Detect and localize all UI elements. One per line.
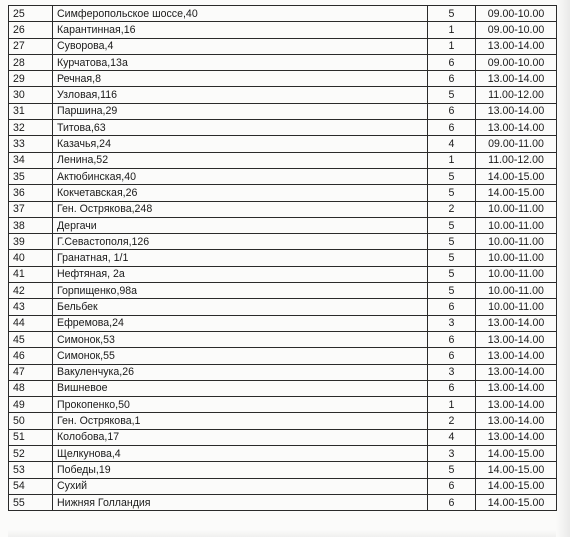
day-of-week-cell: 6: [428, 380, 476, 396]
time-interval-cell: 14.00-15.00: [476, 446, 557, 462]
street-address-cell: Симонок,53: [53, 331, 428, 347]
schedule-table: [8, 5, 557, 511]
street-address-cell: Речная,8: [53, 71, 428, 87]
day-of-week-cell: 1: [428, 22, 476, 38]
time-interval-cell: 11.00-12.00: [476, 87, 557, 103]
day-of-week-cell: 6: [428, 348, 476, 364]
table-row: [9, 22, 557, 38]
table-row: [9, 250, 557, 266]
row-number-cell: 49: [9, 397, 53, 413]
row-number-cell: 40: [9, 250, 53, 266]
day-of-week-cell: 5: [428, 168, 476, 184]
row-number-cell: 55: [9, 494, 53, 510]
street-address-cell: Нижняя Голландия: [53, 494, 428, 510]
table-row: [9, 120, 557, 136]
day-of-week-cell: 5: [428, 217, 476, 233]
street-address-cell: Ген. Острякова,1: [53, 413, 428, 429]
day-of-week-cell: 5: [428, 266, 476, 282]
row-number-cell: 53: [9, 462, 53, 478]
row-number-cell: 48: [9, 380, 53, 396]
table-row: [9, 185, 557, 201]
time-interval-cell: 13.00-14.00: [476, 120, 557, 136]
row-number-cell: 39: [9, 234, 53, 250]
day-of-week-cell: 4: [428, 429, 476, 445]
row-number-cell: 32: [9, 120, 53, 136]
time-interval-cell: 10.00-11.00: [476, 234, 557, 250]
table-row: [9, 38, 557, 54]
row-number-cell: 35: [9, 168, 53, 184]
table-row: [9, 71, 557, 87]
table-row: [9, 462, 557, 478]
time-interval-cell: 14.00-15.00: [476, 168, 557, 184]
day-of-week-cell: 3: [428, 446, 476, 462]
table-row: [9, 315, 557, 331]
table-row: [9, 103, 557, 119]
street-address-cell: Суворова,4: [53, 38, 428, 54]
row-number-cell: 41: [9, 266, 53, 282]
street-address-cell: Победы,19: [53, 462, 428, 478]
day-of-week-cell: 5: [428, 250, 476, 266]
row-number-cell: 38: [9, 217, 53, 233]
table-row: [9, 413, 557, 429]
street-address-cell: Бельбек: [53, 299, 428, 315]
time-interval-cell: 10.00-11.00: [476, 217, 557, 233]
time-interval-cell: 09.00-10.00: [476, 6, 557, 22]
day-of-week-cell: 5: [428, 462, 476, 478]
row-number-cell: 52: [9, 446, 53, 462]
street-address-cell: Ген. Острякова,248: [53, 201, 428, 217]
time-interval-cell: 13.00-14.00: [476, 331, 557, 347]
street-address-cell: Казачья,24: [53, 136, 428, 152]
street-address-cell: Прокопенко,50: [53, 397, 428, 413]
time-interval-cell: 13.00-14.00: [476, 429, 557, 445]
table-row: [9, 201, 557, 217]
street-address-cell: Титова,63: [53, 120, 428, 136]
street-address-cell: Кокчетавская,26: [53, 185, 428, 201]
page-bottom-edge: [8, 530, 556, 537]
street-address-cell: Вакуленчука,26: [53, 364, 428, 380]
row-number-cell: 33: [9, 136, 53, 152]
day-of-week-cell: 3: [428, 315, 476, 331]
time-interval-cell: 10.00-11.00: [476, 299, 557, 315]
day-of-week-cell: 5: [428, 6, 476, 22]
table-row: [9, 6, 557, 22]
day-of-week-cell: 6: [428, 478, 476, 494]
row-number-cell: 45: [9, 331, 53, 347]
street-address-cell: Симферопольское шоссе,40: [53, 6, 428, 22]
street-address-cell: Дергачи: [53, 217, 428, 233]
table-row: [9, 478, 557, 494]
time-interval-cell: 09.00-10.00: [476, 22, 557, 38]
row-number-cell: 51: [9, 429, 53, 445]
row-number-cell: 26: [9, 22, 53, 38]
street-address-cell: Карантинная,16: [53, 22, 428, 38]
day-of-week-cell: 4: [428, 136, 476, 152]
time-interval-cell: 09.00-10.00: [476, 54, 557, 70]
table-row: [9, 217, 557, 233]
time-interval-cell: 13.00-14.00: [476, 413, 557, 429]
time-interval-cell: 14.00-15.00: [476, 494, 557, 510]
row-number-cell: 46: [9, 348, 53, 364]
street-address-cell: Гранатная, 1/1: [53, 250, 428, 266]
time-interval-cell: 13.00-14.00: [476, 348, 557, 364]
time-interval-cell: 13.00-14.00: [476, 397, 557, 413]
day-of-week-cell: 6: [428, 299, 476, 315]
row-number-cell: 36: [9, 185, 53, 201]
time-interval-cell: 13.00-14.00: [476, 71, 557, 87]
day-of-week-cell: 5: [428, 234, 476, 250]
day-of-week-cell: 5: [428, 283, 476, 299]
day-of-week-cell: 5: [428, 185, 476, 201]
time-interval-cell: 11.00-12.00: [476, 152, 557, 168]
table-row: [9, 283, 557, 299]
time-interval-cell: 10.00-11.00: [476, 201, 557, 217]
time-interval-cell: 13.00-14.00: [476, 315, 557, 331]
street-address-cell: Горпищенко,98а: [53, 283, 428, 299]
row-number-cell: 44: [9, 315, 53, 331]
time-interval-cell: 10.00-11.00: [476, 266, 557, 282]
table-row: [9, 299, 557, 315]
time-interval-cell: 14.00-15.00: [476, 478, 557, 494]
row-number-cell: 34: [9, 152, 53, 168]
street-address-cell: Курчатова,13а: [53, 54, 428, 70]
time-interval-cell: 13.00-14.00: [476, 103, 557, 119]
street-address-cell: Узловая,116: [53, 87, 428, 103]
row-number-cell: 54: [9, 478, 53, 494]
street-address-cell: Симонок,55: [53, 348, 428, 364]
time-interval-cell: 09.00-11.00: [476, 136, 557, 152]
street-address-cell: Ефремова,24: [53, 315, 428, 331]
table-row: [9, 429, 557, 445]
street-address-cell: Колобова,17: [53, 429, 428, 445]
table-row: [9, 152, 557, 168]
street-address-cell: Вишневое: [53, 380, 428, 396]
row-number-cell: 42: [9, 283, 53, 299]
day-of-week-cell: 6: [428, 331, 476, 347]
day-of-week-cell: 1: [428, 38, 476, 54]
row-number-cell: 25: [9, 6, 53, 22]
day-of-week-cell: 2: [428, 201, 476, 217]
time-interval-cell: 13.00-14.00: [476, 38, 557, 54]
row-number-cell: 37: [9, 201, 53, 217]
table-row: [9, 348, 557, 364]
table-row: [9, 446, 557, 462]
street-address-cell: Актюбинская,40: [53, 168, 428, 184]
time-interval-cell: 13.00-14.00: [476, 364, 557, 380]
day-of-week-cell: 6: [428, 103, 476, 119]
day-of-week-cell: 1: [428, 152, 476, 168]
row-number-cell: 43: [9, 299, 53, 315]
day-of-week-cell: 6: [428, 120, 476, 136]
street-address-cell: Щелкунова,4: [53, 446, 428, 462]
table-row: [9, 494, 557, 510]
row-number-cell: 29: [9, 71, 53, 87]
table-row: [9, 54, 557, 70]
scan-edge-shadow: [556, 0, 570, 537]
table-row: [9, 266, 557, 282]
day-of-week-cell: 6: [428, 494, 476, 510]
day-of-week-cell: 5: [428, 87, 476, 103]
time-interval-cell: 13.00-14.00: [476, 380, 557, 396]
table-row: [9, 234, 557, 250]
schedule-table-body: [9, 6, 557, 511]
time-interval-cell: 10.00-11.00: [476, 250, 557, 266]
row-number-cell: 47: [9, 364, 53, 380]
time-interval-cell: 14.00-15.00: [476, 462, 557, 478]
table-row: [9, 364, 557, 380]
time-interval-cell: 10.00-11.00: [476, 283, 557, 299]
row-number-cell: 28: [9, 54, 53, 70]
street-address-cell: Паршина,29: [53, 103, 428, 119]
day-of-week-cell: 6: [428, 71, 476, 87]
day-of-week-cell: 1: [428, 397, 476, 413]
row-number-cell: 50: [9, 413, 53, 429]
street-address-cell: Ленина,52: [53, 152, 428, 168]
street-address-cell: Г.Севастополя,126: [53, 234, 428, 250]
table-row: [9, 380, 557, 396]
row-number-cell: 30: [9, 87, 53, 103]
row-number-cell: 27: [9, 38, 53, 54]
street-address-cell: Нефтяная, 2а: [53, 266, 428, 282]
row-number-cell: 31: [9, 103, 53, 119]
table-row: [9, 397, 557, 413]
table-row: [9, 168, 557, 184]
street-address-cell: Сухий: [53, 478, 428, 494]
day-of-week-cell: 3: [428, 364, 476, 380]
day-of-week-cell: 6: [428, 54, 476, 70]
time-interval-cell: 14.00-15.00: [476, 185, 557, 201]
table-row: [9, 136, 557, 152]
table-row: [9, 87, 557, 103]
day-of-week-cell: 2: [428, 413, 476, 429]
table-row: [9, 331, 557, 347]
